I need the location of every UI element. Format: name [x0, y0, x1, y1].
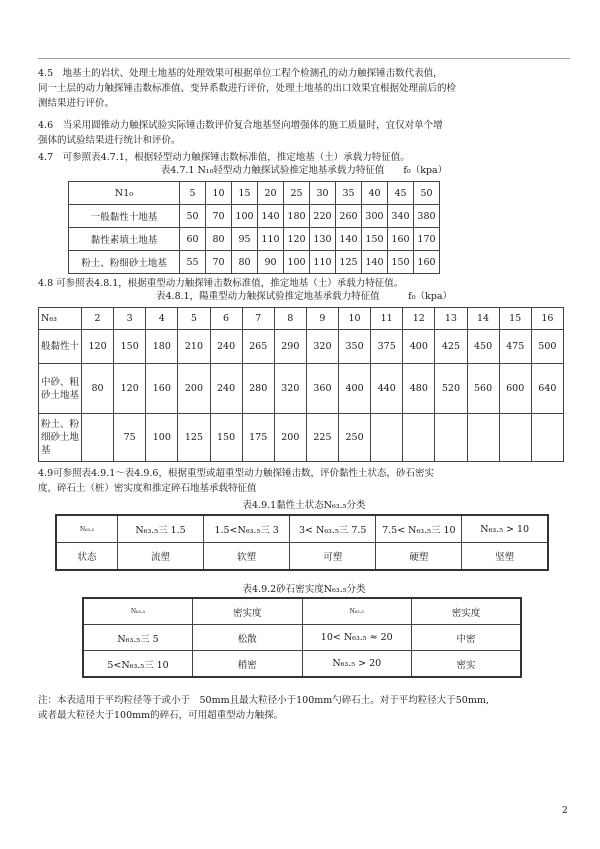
text-line: 4.9可参照表4.9.1～表4.9.6，根据重型或超重型动力触探锤击数，评价黏性土状态，砂石密实 [38, 468, 434, 479]
table-cell: N₆₃.₅ > 20 [302, 651, 412, 678]
table-header-cell: N₆₃.₅ [56, 515, 118, 543]
table-cell: 340 [388, 205, 414, 228]
table-4-9-1-caption: 表4.9.1黏性土状态N₆₃.₅分类 [242, 500, 366, 511]
table-cell: 70 [206, 251, 232, 274]
table-header-cell: 20 [258, 182, 284, 205]
table-cell: 100 [232, 205, 258, 228]
table-header-row [56, 515, 548, 543]
table-4-9-1 [55, 514, 549, 571]
table-row [39, 330, 564, 364]
table-header-cell: 30 [310, 182, 336, 205]
table-cell: 150 [114, 330, 146, 364]
table-row [69, 228, 440, 251]
table-cell: 140 [336, 228, 362, 251]
table-header-row [39, 308, 564, 330]
table-header-cell: 7.5< N₆₃.₅三 10 [376, 515, 462, 543]
table-cell: 流塑 [118, 543, 204, 571]
paragraph-4-5 [38, 66, 456, 111]
table-row-label: 一般黏性十地基 [69, 205, 180, 228]
table-header-cell: 14 [467, 308, 499, 330]
table-cell [435, 414, 467, 462]
table-header-cell: 50 [414, 182, 440, 205]
table-note [38, 693, 489, 723]
table-row-label: 粉土、粉细砂土地基 [69, 251, 180, 274]
table-cell [499, 414, 531, 462]
table-cell: 560 [467, 364, 499, 414]
table-cell: 260 [336, 205, 362, 228]
table-4-7-1-caption: 表4.7.1 N₁₀轻型动力触探试验推定地基承载力特征值 f₀（kpa） [160, 165, 448, 176]
table-header-cell: N₆₃ [39, 308, 82, 330]
table-row [69, 205, 440, 228]
table-cell [403, 414, 435, 462]
table-header-cell: 25 [284, 182, 310, 205]
table-cell: 200 [178, 364, 210, 414]
table-row-label: 粉土、粉细砂土地基 [39, 414, 82, 462]
table-header-cell: 2 [82, 308, 114, 330]
table-cell: 可塑 [290, 543, 376, 571]
text-line: 强体的试验结果进行统计和评价。 [38, 135, 181, 146]
table-cell: 400 [403, 330, 435, 364]
table-cell: 300 [362, 205, 388, 228]
table-header-row [69, 182, 440, 205]
table-header-cell: 密实度 [412, 598, 522, 625]
table-cell: 225 [306, 414, 338, 462]
table-cell: 80 [232, 251, 258, 274]
table-cell: 5<N₆₃.₅三 10 [83, 651, 193, 678]
table-cell: 160 [414, 251, 440, 274]
table-header-cell: 9 [306, 308, 338, 330]
table-cell: 松散 [193, 625, 303, 651]
table-cell: 密实 [412, 651, 522, 678]
table-cell [467, 414, 499, 462]
table-cell: 290 [274, 330, 306, 364]
table-header-cell: N₆₃.₅三 1.5 [118, 515, 204, 543]
table-cell: 220 [310, 205, 336, 228]
table-cell: 110 [310, 251, 336, 274]
text-line: 度，碎石土（桩）密实度和推定碎石地基承载特征值 [38, 483, 257, 494]
text-line: 测结果进行评价。 [38, 98, 115, 109]
table-header-cell: 3 [114, 308, 146, 330]
table-cell: 400 [339, 364, 371, 414]
table-row [56, 543, 548, 571]
table-header-cell: 45 [388, 182, 414, 205]
table-cell: 520 [435, 364, 467, 414]
table-cell [531, 414, 563, 462]
table-cell: 320 [274, 364, 306, 414]
table-cell: 100 [284, 251, 310, 274]
table-cell: 120 [284, 228, 310, 251]
paragraph-4-7: 4.7 可参照表4.7.1，根据轻型动力触探锤击数标准值，推定地基（土）承载力特征值。 [38, 152, 410, 163]
text-line: 注：本表适用于平均粒径等于或小于 50mm且最大粒径小于100mm勺碎石土。对于平均粒径大于50mm, [38, 695, 489, 706]
table-header-cell: 13 [435, 308, 467, 330]
table-header-cell: 35 [336, 182, 362, 205]
table-row-label: 中砂、粗砂土地基 [39, 364, 82, 414]
table-cell: 60 [180, 228, 206, 251]
table-cell: 475 [499, 330, 531, 364]
table-cell: 450 [467, 330, 499, 364]
table-cell: 360 [306, 364, 338, 414]
table-cell: 320 [306, 330, 338, 364]
table-cell: N₆₃.₅三 5 [83, 625, 193, 651]
table-cell: 100 [146, 414, 178, 462]
table-cell: 180 [146, 330, 178, 364]
table-cell: 软塑 [204, 543, 290, 571]
table-row [39, 364, 564, 414]
table-cell: 130 [310, 228, 336, 251]
table-header-cell: 5 [180, 182, 206, 205]
table-header-cell: 8 [274, 308, 306, 330]
table-cell: 180 [284, 205, 310, 228]
table-4-8-1 [38, 307, 564, 462]
table-cell: 125 [336, 251, 362, 274]
table-cell: 80 [82, 364, 114, 414]
table-4-9-2 [82, 597, 522, 678]
table-cell: 75 [114, 414, 146, 462]
table-row [83, 625, 521, 651]
table-row [69, 251, 440, 274]
table-cell: 50 [180, 205, 206, 228]
table-cell: 150 [362, 228, 388, 251]
table-header-cell: 15 [499, 308, 531, 330]
table-cell: 200 [274, 414, 306, 462]
table-cell [82, 414, 114, 462]
table-header-cell: N₆₃.₅ [302, 598, 412, 625]
table-cell: 150 [388, 251, 414, 274]
table-row-label: 状态 [56, 543, 118, 571]
table-cell: 硬塑 [376, 543, 462, 571]
table-4-8-1-caption: 表4.8.1，陽重型动力触探试验推定地基承载力特征值 f₀（kpa） [156, 291, 452, 302]
table-cell: 120 [82, 330, 114, 364]
table-header-cell: N1₀ [69, 182, 180, 205]
table-cell: 70 [206, 205, 232, 228]
table-cell: 500 [531, 330, 563, 364]
table-cell: 坚塑 [462, 543, 548, 571]
text-line: 或者最大粒径大于100mm的碎石，可用超重型动力触探。 [38, 710, 284, 721]
table-cell: 375 [371, 330, 403, 364]
table-cell: 280 [242, 364, 274, 414]
table-cell: 160 [146, 364, 178, 414]
table-header-cell: 15 [232, 182, 258, 205]
header-rule [38, 58, 570, 59]
text-line: 4.6 当采用圆锥动力触探试验实际锤击数评价复合地基竖向增强体的施工质量时，宜仅对单个增 [38, 120, 443, 131]
table-cell: 125 [178, 414, 210, 462]
table-header-cell: 16 [531, 308, 563, 330]
table-cell: 140 [362, 251, 388, 274]
table-header-cell: 4 [146, 308, 178, 330]
table-row [39, 414, 564, 462]
table-header-cell: 密实度 [193, 598, 303, 625]
table-header-cell: 10 [206, 182, 232, 205]
page-number: 2 [562, 806, 568, 816]
text-line: 同一土层的动力触探锤击数标准值、变异系数进行评价，处理土地基的出口效果宜根据处理前后的检 [38, 83, 457, 94]
table-header-cell: 11 [371, 308, 403, 330]
table-header-cell: N₆₃.₅ [83, 598, 193, 625]
table-cell: 440 [371, 364, 403, 414]
table-cell: 265 [242, 330, 274, 364]
table-cell: 480 [403, 364, 435, 414]
table-header-cell: 12 [403, 308, 435, 330]
table-cell: 95 [232, 228, 258, 251]
table-header-cell: 5 [178, 308, 210, 330]
table-header-row [83, 598, 521, 625]
table-cell: 240 [210, 364, 242, 414]
table-4-9-2-caption: 表4.9.2砂石密实度N₆₃.₅分类 [242, 584, 366, 595]
table-cell: 110 [258, 228, 284, 251]
table-header-cell: 3< N₆₃.₅三 7.5 [290, 515, 376, 543]
table-cell: 120 [114, 364, 146, 414]
table-cell: 80 [206, 228, 232, 251]
table-cell: 175 [242, 414, 274, 462]
table-header-cell: 6 [210, 308, 242, 330]
table-4-7-1 [68, 181, 440, 274]
table-header-cell: 7 [242, 308, 274, 330]
table-cell: 55 [180, 251, 206, 274]
text-line: 4.5 地基土的岩状、处理土地基的处理效果可根据单位工程个检测孔的动力触探锤击数代表值， [38, 68, 443, 79]
table-cell: 90 [258, 251, 284, 274]
table-row [83, 651, 521, 678]
table-cell: 210 [178, 330, 210, 364]
table-header-cell: N₆₃.₅ > 10 [462, 515, 548, 543]
table-cell: 10< N₆₃.₅ ≈ 20 [302, 625, 412, 651]
table-row-label: 黏性素填土地基 [69, 228, 180, 251]
paragraph-4-6 [38, 118, 443, 148]
table-header-cell: 10 [339, 308, 371, 330]
paragraph-4-9 [38, 466, 434, 496]
table-cell: 640 [531, 364, 563, 414]
table-cell: 350 [339, 330, 371, 364]
table-cell: 380 [414, 205, 440, 228]
table-cell: 140 [258, 205, 284, 228]
table-cell: 240 [210, 330, 242, 364]
table-cell: 稍密 [193, 651, 303, 678]
table-cell: 600 [499, 364, 531, 414]
table-cell: 150 [210, 414, 242, 462]
paragraph-4-8: 4.8 可参照表4.8.1，根据重型动力触探锤击数标准值，推定地基（土）承载力特征值。 [38, 278, 404, 289]
table-cell: 425 [435, 330, 467, 364]
table-cell: 160 [388, 228, 414, 251]
table-header-cell: 40 [362, 182, 388, 205]
table-cell [371, 414, 403, 462]
table-cell: 250 [339, 414, 371, 462]
table-row-label: 般黏性十 [39, 330, 82, 364]
table-cell: 中密 [412, 625, 522, 651]
table-cell: 170 [414, 228, 440, 251]
table-header-cell: 1.5<N₆₃.₅三 3 [204, 515, 290, 543]
